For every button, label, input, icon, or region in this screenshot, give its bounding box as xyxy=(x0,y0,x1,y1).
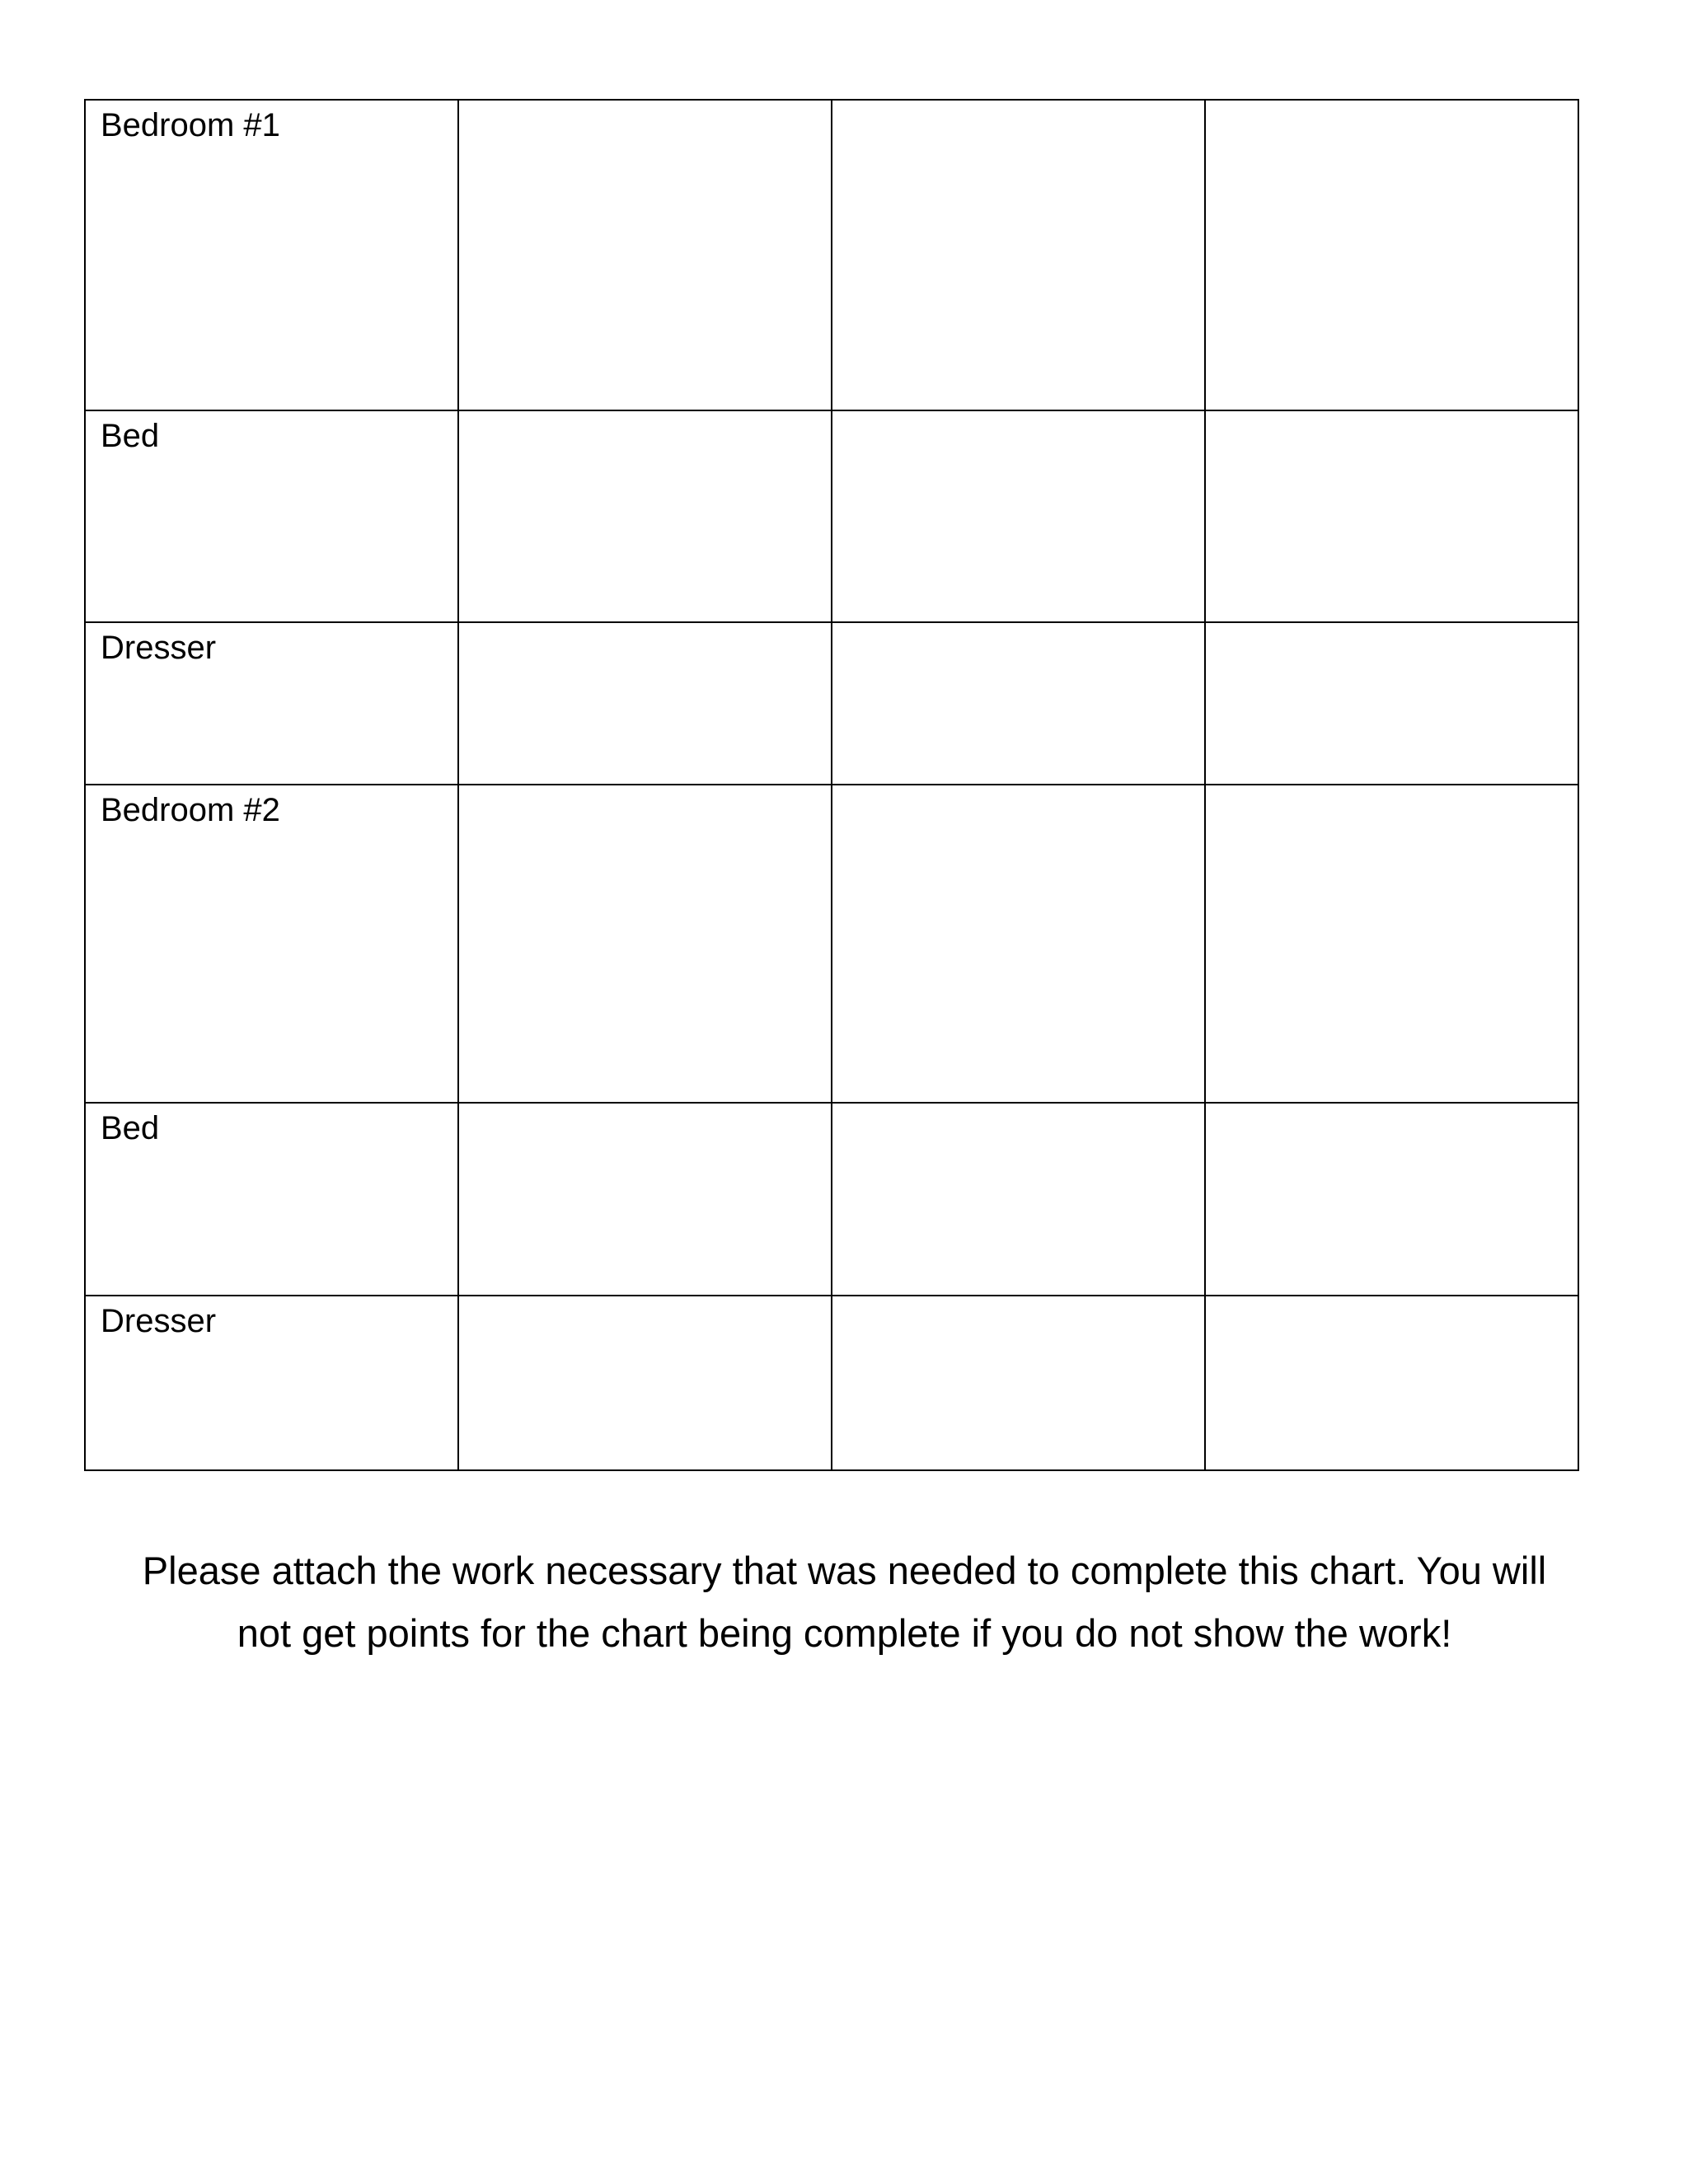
blank-cell xyxy=(458,785,832,1103)
blank-cell xyxy=(832,622,1205,785)
blank-cell xyxy=(1205,1103,1578,1296)
blank-cell xyxy=(458,1296,832,1470)
worksheet-table xyxy=(84,99,1579,1471)
blank-cell xyxy=(832,1296,1205,1470)
table-row xyxy=(85,1296,1578,1470)
table-row xyxy=(85,1103,1578,1296)
blank-cell xyxy=(1205,410,1578,622)
row-label: Bedroom #1 xyxy=(85,100,458,410)
blank-cell xyxy=(458,410,832,622)
instruction-line-1: Please attach the work necessary that was needed to complete this chart. You will xyxy=(142,1549,1547,1592)
row-label: Dresser xyxy=(85,1296,458,1470)
instruction-line-2: not get points for the chart being complete if you do not show the work! xyxy=(237,1611,1452,1655)
blank-cell xyxy=(458,622,832,785)
blank-cell xyxy=(832,1103,1205,1296)
table-row xyxy=(85,622,1578,785)
blank-cell xyxy=(458,1103,832,1296)
row-label: Bedroom #2 xyxy=(85,785,458,1103)
blank-cell xyxy=(832,410,1205,622)
table-row xyxy=(85,410,1578,622)
row-label: Bed xyxy=(85,1103,458,1296)
instruction-note xyxy=(84,1540,1605,1665)
blank-cell xyxy=(1205,622,1578,785)
table-row xyxy=(85,100,1578,410)
blank-cell xyxy=(1205,785,1578,1103)
blank-cell xyxy=(1205,100,1578,410)
row-label: Dresser xyxy=(85,622,458,785)
blank-cell xyxy=(832,785,1205,1103)
row-label: Bed xyxy=(85,410,458,622)
blank-cell xyxy=(832,100,1205,410)
table-row xyxy=(85,785,1578,1103)
blank-cell xyxy=(458,100,832,410)
blank-cell xyxy=(1205,1296,1578,1470)
